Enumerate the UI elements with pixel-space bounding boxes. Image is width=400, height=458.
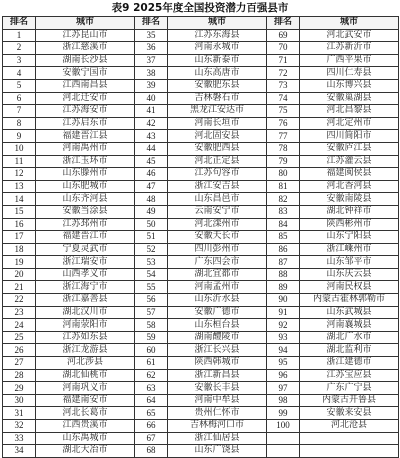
city-cell: 河南民权县 xyxy=(300,281,399,294)
city-cell: 河南禹州市 xyxy=(36,142,135,155)
table-row xyxy=(3,218,399,231)
city-cell: 吉林梅河口市 xyxy=(168,420,267,433)
table-row xyxy=(3,357,399,370)
table-row xyxy=(3,281,399,294)
city-cell: 河南巩义市 xyxy=(36,382,135,395)
rank-cell: 98 xyxy=(267,394,300,407)
city-cell: 河南永城市 xyxy=(168,42,267,55)
city-cell: 内蒙古开鲁县 xyxy=(300,394,399,407)
table-row xyxy=(3,168,399,181)
city-cell: 湖南醴陵市 xyxy=(168,331,267,344)
table-row xyxy=(3,344,399,357)
rank-cell: 12 xyxy=(3,168,36,181)
city-cell: 山东禹城市 xyxy=(36,432,135,445)
rank-cell: 32 xyxy=(3,420,36,433)
rank-cell: 48 xyxy=(135,193,168,206)
city-cell: 福建晋江市 xyxy=(36,231,135,244)
rank-cell: 35 xyxy=(135,29,168,42)
city-cell: 山东博兴县 xyxy=(300,79,399,92)
city-cell: 山东邹平市 xyxy=(300,256,399,269)
table-row xyxy=(3,92,399,105)
rank-cell: 69 xyxy=(267,29,300,42)
rank-header: 排名 xyxy=(3,17,36,30)
city-cell: 湖北广水市 xyxy=(300,331,399,344)
table-row xyxy=(3,142,399,155)
table-row xyxy=(3,319,399,332)
table-title: 表9 2025年度全国投资潜力百强县市 xyxy=(111,2,289,14)
rank-cell: 45 xyxy=(135,155,168,168)
rank-cell: 13 xyxy=(3,180,36,193)
city-cell: 安徽当涂县 xyxy=(36,205,135,218)
city-cell: 河北定州市 xyxy=(300,117,399,130)
rank-cell: 21 xyxy=(3,281,36,294)
rank-cell: 61 xyxy=(135,357,168,370)
city-header: 城市 xyxy=(300,17,399,30)
table-row xyxy=(3,394,399,407)
rank-cell: 40 xyxy=(135,92,168,105)
rank-cell: 77 xyxy=(267,130,300,143)
city-cell: 河北香河县 xyxy=(300,180,399,193)
rank-cell: 5 xyxy=(3,79,36,92)
rank-cell: 99 xyxy=(267,407,300,420)
city-cell: 浙江玉环市 xyxy=(36,155,135,168)
rank-cell: 80 xyxy=(267,168,300,181)
rank-cell: 43 xyxy=(135,130,168,143)
city-cell: 江苏邳州市 xyxy=(36,218,135,231)
rank-cell: 15 xyxy=(3,205,36,218)
rank-cell: 71 xyxy=(267,54,300,67)
table-row xyxy=(3,294,399,307)
rank-cell: 4 xyxy=(3,67,36,80)
city-cell: 河北长葛市 xyxy=(36,407,135,420)
city-cell: 江苏宝应县 xyxy=(300,369,399,382)
rank-cell: 31 xyxy=(3,407,36,420)
city-cell: 吉林磐石市 xyxy=(168,92,267,105)
city-cell: 贵州仁怀市 xyxy=(168,407,267,420)
city-cell: 江苏句容市 xyxy=(168,168,267,181)
city-cell: 安徽南陵县 xyxy=(300,193,399,206)
rank-cell: 36 xyxy=(135,42,168,55)
table-row xyxy=(3,243,399,256)
city-cell: 河南孟州市 xyxy=(168,281,267,294)
rank-cell: 75 xyxy=(267,105,300,118)
city-cell: 河北沧县 xyxy=(300,420,399,433)
table-row xyxy=(3,79,399,92)
rank-cell: 58 xyxy=(135,319,168,332)
rank-cell: 89 xyxy=(267,281,300,294)
city-cell: 湖北宜都市 xyxy=(168,268,267,281)
rank-cell: 95 xyxy=(267,357,300,370)
table-row xyxy=(3,29,399,42)
rank-cell: 16 xyxy=(3,218,36,231)
city-cell: 山东沂水县 xyxy=(168,294,267,307)
city-cell: 安徽巢湖县 xyxy=(300,92,399,105)
rank-cell: 29 xyxy=(3,382,36,395)
city-cell: 浙江仙居县 xyxy=(168,432,267,445)
city-cell: 江西贵溪市 xyxy=(36,420,135,433)
city-cell: 江苏启东市 xyxy=(36,117,135,130)
ranking-table xyxy=(2,16,399,458)
rank-cell: 52 xyxy=(135,243,168,256)
city-cell xyxy=(300,432,399,445)
city-cell: 福建南安市 xyxy=(36,394,135,407)
rank-cell: 14 xyxy=(3,193,36,206)
rank-cell: 17 xyxy=(3,231,36,244)
rank-cell: 49 xyxy=(135,205,168,218)
rank-cell: 78 xyxy=(267,142,300,155)
city-cell: 湖北大冶市 xyxy=(36,445,135,458)
rank-cell: 76 xyxy=(267,117,300,130)
rank-cell: 82 xyxy=(267,193,300,206)
city-cell: 四川简阳市 xyxy=(300,130,399,143)
city-cell: 山东昌邑市 xyxy=(168,193,267,206)
rank-cell: 46 xyxy=(135,168,168,181)
rank-cell: 96 xyxy=(267,369,300,382)
rank-cell: 39 xyxy=(135,79,168,92)
rank-cell: 97 xyxy=(267,382,300,395)
city-cell: 江苏昆山市 xyxy=(36,29,135,42)
city-cell: 宁夏灵武市 xyxy=(36,243,135,256)
rank-cell: 28 xyxy=(3,369,36,382)
table-row xyxy=(3,117,399,130)
city-cell: 河北昌黎县 xyxy=(300,105,399,118)
city-cell: 安徽肥东县 xyxy=(168,79,267,92)
rank-cell: 59 xyxy=(135,331,168,344)
rank-cell: 94 xyxy=(267,344,300,357)
rank-cell: 74 xyxy=(267,92,300,105)
rank-cell: 85 xyxy=(267,231,300,244)
rank-cell: 90 xyxy=(267,294,300,307)
city-cell: 四川仁寿县 xyxy=(300,67,399,80)
rank-cell: 65 xyxy=(135,407,168,420)
rank-cell: 68 xyxy=(135,445,168,458)
city-cell: 山东肥城市 xyxy=(36,180,135,193)
rank-cell: 57 xyxy=(135,306,168,319)
city-cell: 江苏如东县 xyxy=(36,331,135,344)
city-cell: 安徽庐江县 xyxy=(300,142,399,155)
city-cell: 浙江安吉县 xyxy=(168,180,267,193)
city-cell: 黑龙江安达市 xyxy=(168,105,267,118)
table-row xyxy=(3,306,399,319)
city-cell: 河南长垣市 xyxy=(168,117,267,130)
rank-cell: 22 xyxy=(3,294,36,307)
rank-cell: 70 xyxy=(267,42,300,55)
city-cell: 浙江长兴县 xyxy=(168,344,267,357)
rank-cell: 53 xyxy=(135,256,168,269)
city-cell: 河北武安市 xyxy=(300,29,399,42)
table-row xyxy=(3,382,399,395)
city-cell: 河南荥阳市 xyxy=(36,319,135,332)
city-cell: 云南安宁市 xyxy=(168,205,267,218)
city-cell: 河南襄城县 xyxy=(300,319,399,332)
city-cell: 河北滦州市 xyxy=(168,218,267,231)
city-cell: 湖北汉川市 xyxy=(36,306,135,319)
city-cell: 江苏灌云县 xyxy=(300,155,399,168)
city-cell: 湖北钟祥市 xyxy=(300,205,399,218)
city-cell: 浙江嘉善县 xyxy=(36,294,135,307)
rank-cell: 91 xyxy=(267,306,300,319)
rank-cell: 86 xyxy=(267,243,300,256)
table-row xyxy=(3,205,399,218)
rank-cell: 9 xyxy=(3,130,36,143)
city-header: 城市 xyxy=(36,17,135,30)
city-cell: 广西平果市 xyxy=(300,54,399,67)
city-cell: 陕西韩城市 xyxy=(168,357,267,370)
rank-cell: 27 xyxy=(3,357,36,370)
city-cell: 内蒙古霍林郭勒市 xyxy=(300,294,399,307)
rank-cell: 87 xyxy=(267,256,300,269)
table-row xyxy=(3,256,399,269)
table-row xyxy=(3,268,399,281)
city-cell: 山西孝义市 xyxy=(36,268,135,281)
table-row xyxy=(3,193,399,206)
city-cell: 河北固安县 xyxy=(168,130,267,143)
city-cell: 湖北监利市 xyxy=(300,344,399,357)
rank-cell: 73 xyxy=(267,79,300,92)
city-cell: 山东桓台县 xyxy=(168,319,267,332)
rank-cell: 50 xyxy=(135,218,168,231)
table-row xyxy=(3,407,399,420)
city-cell: 山东武城县 xyxy=(300,306,399,319)
table-header-row xyxy=(3,17,399,30)
table-row xyxy=(3,67,399,80)
rank-cell: 26 xyxy=(3,344,36,357)
rank-cell: 67 xyxy=(135,432,168,445)
city-cell: 河北涉县 xyxy=(36,357,135,370)
rank-cell: 18 xyxy=(3,243,36,256)
city-cell: 浙江嵊州市 xyxy=(300,243,399,256)
city-cell: 福建闽侯县 xyxy=(300,168,399,181)
rank-cell: 8 xyxy=(3,117,36,130)
city-cell: 河北迁安市 xyxy=(36,92,135,105)
rank-cell: 6 xyxy=(3,92,36,105)
city-cell: 安徽来安县 xyxy=(300,407,399,420)
table-row xyxy=(3,180,399,193)
rank-header: 排名 xyxy=(135,17,168,30)
rank-cell: 51 xyxy=(135,231,168,244)
city-cell: 广东四会市 xyxy=(168,256,267,269)
city-cell: 湖南长沙县 xyxy=(36,54,135,67)
city-cell xyxy=(300,445,399,458)
city-cell: 山东滕州市 xyxy=(36,168,135,181)
rank-cell: 88 xyxy=(267,268,300,281)
rank-cell: 47 xyxy=(135,180,168,193)
city-cell: 江西南昌县 xyxy=(36,79,135,92)
rank-cell: 93 xyxy=(267,331,300,344)
city-cell: 江苏海安市 xyxy=(36,105,135,118)
table-row xyxy=(3,105,399,118)
city-cell: 山东庆云县 xyxy=(300,268,399,281)
city-cell: 陕西彬州市 xyxy=(300,218,399,231)
rank-cell: 2 xyxy=(3,42,36,55)
city-cell: 安徽天长市 xyxy=(168,231,267,244)
rank-cell: 60 xyxy=(135,344,168,357)
city-cell: 安徽广德市 xyxy=(168,306,267,319)
city-cell: 河南中牟县 xyxy=(168,394,267,407)
rank-cell: 44 xyxy=(135,142,168,155)
table-row xyxy=(3,231,399,244)
rank-cell: 62 xyxy=(135,369,168,382)
rank-cell: 30 xyxy=(3,394,36,407)
city-cell: 浙江建德市 xyxy=(300,357,399,370)
table-row xyxy=(3,42,399,55)
rank-cell: 55 xyxy=(135,281,168,294)
table-row xyxy=(3,155,399,168)
city-cell: 山东新泰市 xyxy=(168,54,267,67)
city-cell: 安徽宁国市 xyxy=(36,67,135,80)
rank-cell: 42 xyxy=(135,117,168,130)
city-cell: 安徽长丰县 xyxy=(168,382,267,395)
rank-cell: 19 xyxy=(3,256,36,269)
city-cell: 江苏新沂市 xyxy=(300,42,399,55)
city-cell: 广东广宁县 xyxy=(300,382,399,395)
city-cell: 福建晋江县 xyxy=(36,130,135,143)
rank-cell: 25 xyxy=(3,331,36,344)
city-header: 城市 xyxy=(168,17,267,30)
rank-cell: 38 xyxy=(135,67,168,80)
rank-cell: 81 xyxy=(267,180,300,193)
rank-cell: 72 xyxy=(267,67,300,80)
city-cell: 山东高唐市 xyxy=(168,67,267,80)
rank-cell: 33 xyxy=(3,432,36,445)
rank-cell: 84 xyxy=(267,218,300,231)
rank-cell: 24 xyxy=(3,319,36,332)
table-row xyxy=(3,54,399,67)
table-row xyxy=(3,420,399,433)
city-cell: 河北正定县 xyxy=(168,155,267,168)
rank-cell: 7 xyxy=(3,105,36,118)
city-cell: 浙江新昌县 xyxy=(168,369,267,382)
rank-cell: 92 xyxy=(267,319,300,332)
rank-cell xyxy=(267,432,300,445)
rank-cell: 41 xyxy=(135,105,168,118)
rank-cell: 79 xyxy=(267,155,300,168)
rank-header: 排名 xyxy=(267,17,300,30)
rank-cell: 20 xyxy=(3,268,36,281)
city-cell: 山东广饶县 xyxy=(168,445,267,458)
table-row xyxy=(3,432,399,445)
city-cell: 浙江慈溪市 xyxy=(36,42,135,55)
city-cell: 湖北仙桃市 xyxy=(36,369,135,382)
rank-cell: 10 xyxy=(3,142,36,155)
table-row xyxy=(3,331,399,344)
rank-cell: 56 xyxy=(135,294,168,307)
rank-cell: 100 xyxy=(267,420,300,433)
city-cell: 浙江龙游县 xyxy=(36,344,135,357)
rank-cell: 11 xyxy=(3,155,36,168)
rank-cell: 64 xyxy=(135,394,168,407)
city-cell: 浙江瑞安市 xyxy=(36,256,135,269)
rank-cell: 63 xyxy=(135,382,168,395)
city-cell: 四川彭州市 xyxy=(168,243,267,256)
table-row xyxy=(3,445,399,458)
rank-cell xyxy=(267,445,300,458)
table-row xyxy=(3,130,399,143)
rank-cell: 66 xyxy=(135,420,168,433)
table-row xyxy=(3,369,399,382)
rank-cell: 83 xyxy=(267,205,300,218)
rank-cell: 23 xyxy=(3,306,36,319)
city-cell: 山东宁阳县 xyxy=(300,231,399,244)
rank-cell: 34 xyxy=(3,445,36,458)
rank-cell: 1 xyxy=(3,29,36,42)
city-cell: 江苏东海县 xyxy=(168,29,267,42)
city-cell: 浙江海宁市 xyxy=(36,281,135,294)
table-body xyxy=(3,29,399,457)
city-cell: 山东齐河县 xyxy=(36,193,135,206)
rank-cell: 3 xyxy=(3,54,36,67)
city-cell: 安徽肥西县 xyxy=(168,142,267,155)
rank-cell: 54 xyxy=(135,268,168,281)
rank-cell: 37 xyxy=(135,54,168,67)
